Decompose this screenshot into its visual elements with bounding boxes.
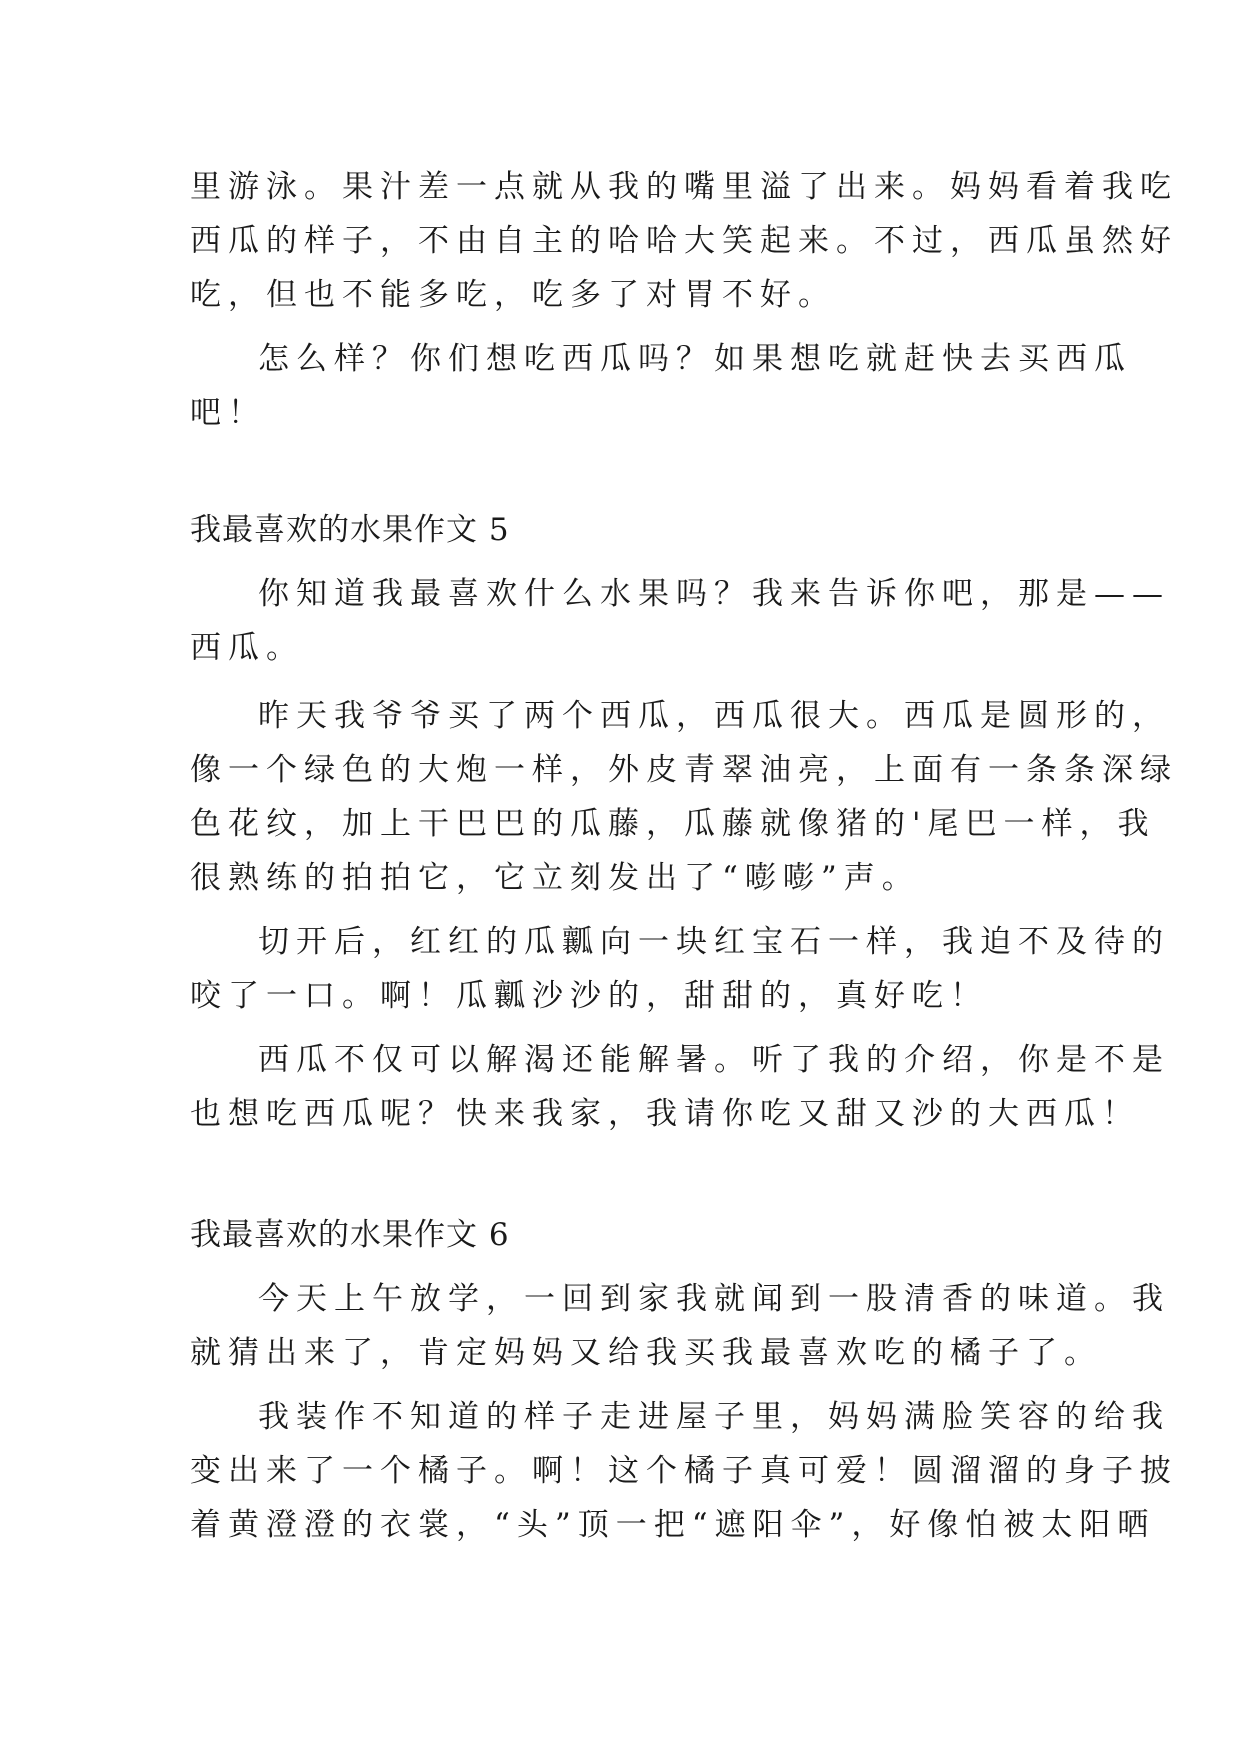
paragraph-line: 今天上午放学，一回到家我就闻到一股清香的味道。我 (258, 1281, 1170, 1317)
paragraph-line: 很熟练的拍拍它，它立刻发出了“嘭嘭”声。 (190, 860, 920, 896)
paragraph-line: 变出来了一个橘子。啊！这个橘子真可爱！圆溜溜的身子披 (190, 1453, 1178, 1489)
paragraph-line: 咬了一口。啊！瓜瓤沙沙的，甜甜的，真好吃！ (190, 978, 988, 1014)
paragraph-line: 你知道我最喜欢什么水果吗？我来告诉你吧，那是—— (258, 576, 1170, 612)
paragraph-line: 怎么样？你们想吃西瓜吗？如果想吃就赶快去买西瓜 (258, 341, 1132, 377)
paragraph-line: 色花纹，加上干巴巴的瓜藤，瓜藤就像猪的'尾巴一样，我 (190, 806, 1156, 842)
paragraph-line: 吃，但也不能多吃，吃多了对胃不好。 (190, 277, 836, 313)
paragraph-line: 西瓜不仅可以解渴还能解暑。听了我的介绍，你是不是 (258, 1042, 1170, 1078)
paragraph-line: 就猜出来了，肯定妈妈又给我买我最喜欢吃的橘子了。 (190, 1335, 1102, 1371)
paragraph-line: 切开后，红红的瓜瓤向一块红宝石一样，我迫不及待的 (258, 924, 1170, 960)
paragraph-line: 昨天我爷爷买了两个西瓜，西瓜很大。西瓜是圆形的， (258, 698, 1170, 734)
section-heading: 我最喜欢的水果作文 5 (190, 512, 510, 548)
paragraph-line: 西瓜的样子，不由自主的哈哈大笑起来。不过，西瓜虽然好 (190, 223, 1178, 259)
paragraph-line: 里游泳。果汁差一点就从我的嘴里溢了出来。妈妈看着我吃 (190, 169, 1178, 205)
section-heading: 我最喜欢的水果作文 6 (190, 1217, 510, 1253)
paragraph-line: 也想吃西瓜呢？快来我家，我请你吃又甜又沙的大西瓜！ (190, 1096, 1140, 1132)
paragraph-line: 西瓜。 (190, 630, 304, 666)
paragraph-line: 吧！ (190, 395, 266, 431)
paragraph-line: 像一个绿色的大炮一样，外皮青翠油亮，上面有一条条深绿 (190, 752, 1178, 788)
paragraph-line: 着黄澄澄的衣裳，“头”顶一把“遮阳伞”，好像怕被太阳晒 (190, 1507, 1156, 1543)
paragraph-line: 我装作不知道的样子走进屋子里，妈妈满脸笑容的给我 (258, 1399, 1170, 1435)
